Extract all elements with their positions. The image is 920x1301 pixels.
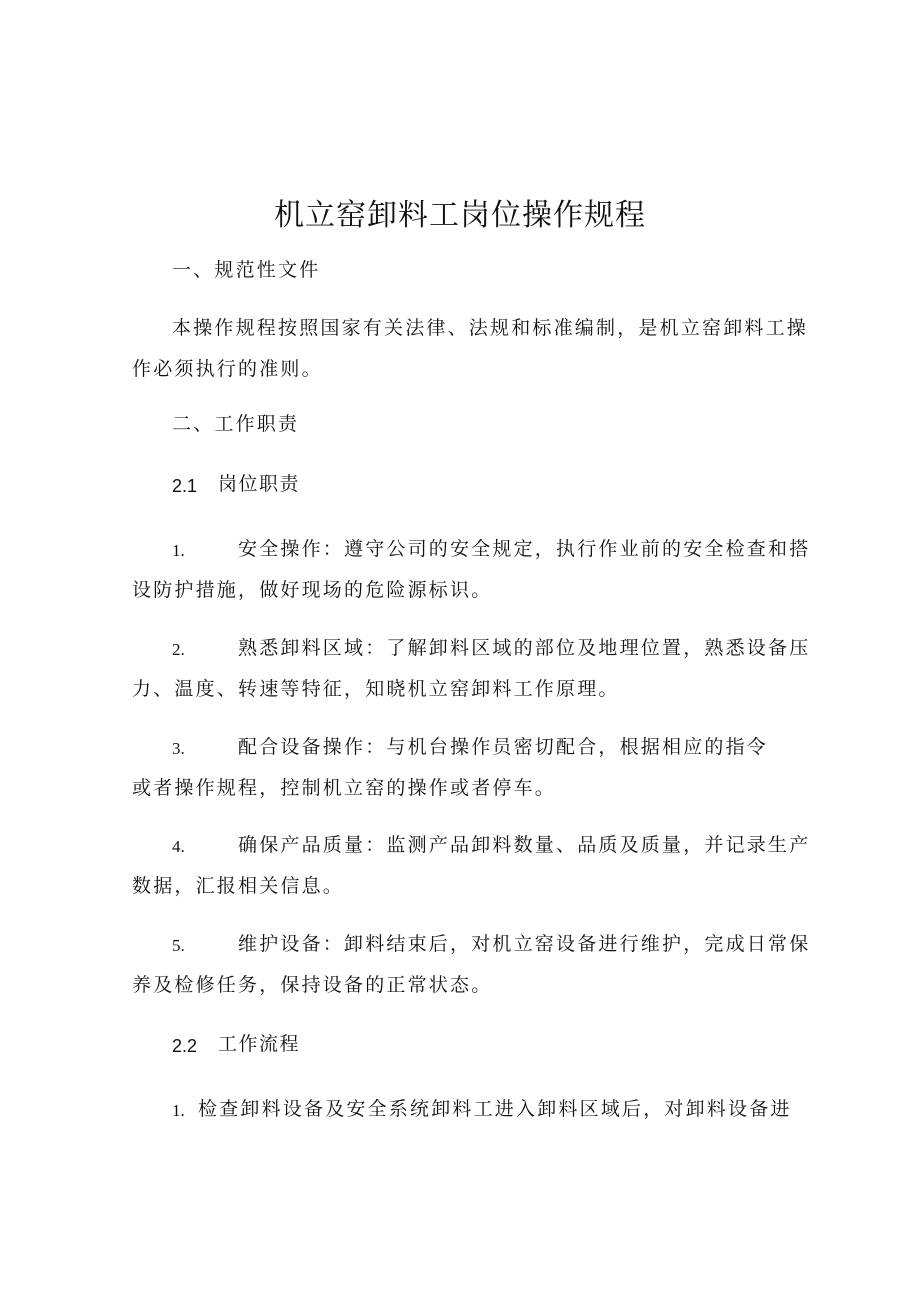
list-item-number: 3. (172, 739, 185, 758)
list-item-line: 或者操作规程，控制机立窑的操作或者停车。 (132, 777, 557, 799)
paragraph-line: 作必须执行的准则。 (132, 358, 323, 380)
list-item-line: 养及检修任务，保持设备的正常状态。 (132, 974, 493, 996)
section-heading-normative: 一、规范性文件 (172, 259, 321, 281)
paragraph-line: 本操作规程按照国家有关法律、法规和标准编制，是机立窑卸料工操 (172, 317, 809, 339)
list-item-line: 安全操作：遵守公司的安全规定，执行作业前的安全检查和搭 (238, 538, 811, 560)
document-title: 机立窑卸料工岗位操作规程 (274, 198, 646, 233)
list-item-number: 5. (172, 936, 185, 955)
list-item-number: 2. (172, 640, 185, 659)
list-item-line: 配合设备操作：与机台操作员密切配合，根据相应的指令 (238, 736, 769, 758)
subsection-number: 2.2 (172, 1036, 198, 1056)
list-item-number: 4. (172, 837, 185, 856)
list-item-number: 1. (172, 541, 185, 560)
subsection-number: 2.1 (172, 476, 198, 496)
list-item-line: 数据，汇报相关信息。 (132, 875, 345, 897)
list-item-line: 维护设备：卸料结束后，对机立窑设备进行维护，完成日常保 (238, 933, 811, 955)
list-item-line: 力、温度、转速等特征，知晓机立窑卸料工作原理。 (132, 678, 620, 700)
subsection-title: 工作流程 (218, 1034, 301, 1055)
list-item-line: 设防护措施，做好现场的危险源标识。 (132, 579, 493, 601)
list-item-number: 1. (172, 1101, 185, 1120)
subsection-title: 岗位职责 (218, 474, 301, 495)
list-item-line: 确保产品质量：监测产品卸料数量、品质及质量，并记录生产 (238, 834, 811, 856)
section-heading-duties: 二、工作职责 (172, 413, 300, 435)
list-item-line: 检查卸料设备及安全系统卸料工进入卸料区域后，对卸料设备进 (198, 1098, 792, 1120)
list-item-line: 熟悉卸料区域：了解卸料区域的部位及地理位置，熟悉设备压 (238, 637, 811, 659)
